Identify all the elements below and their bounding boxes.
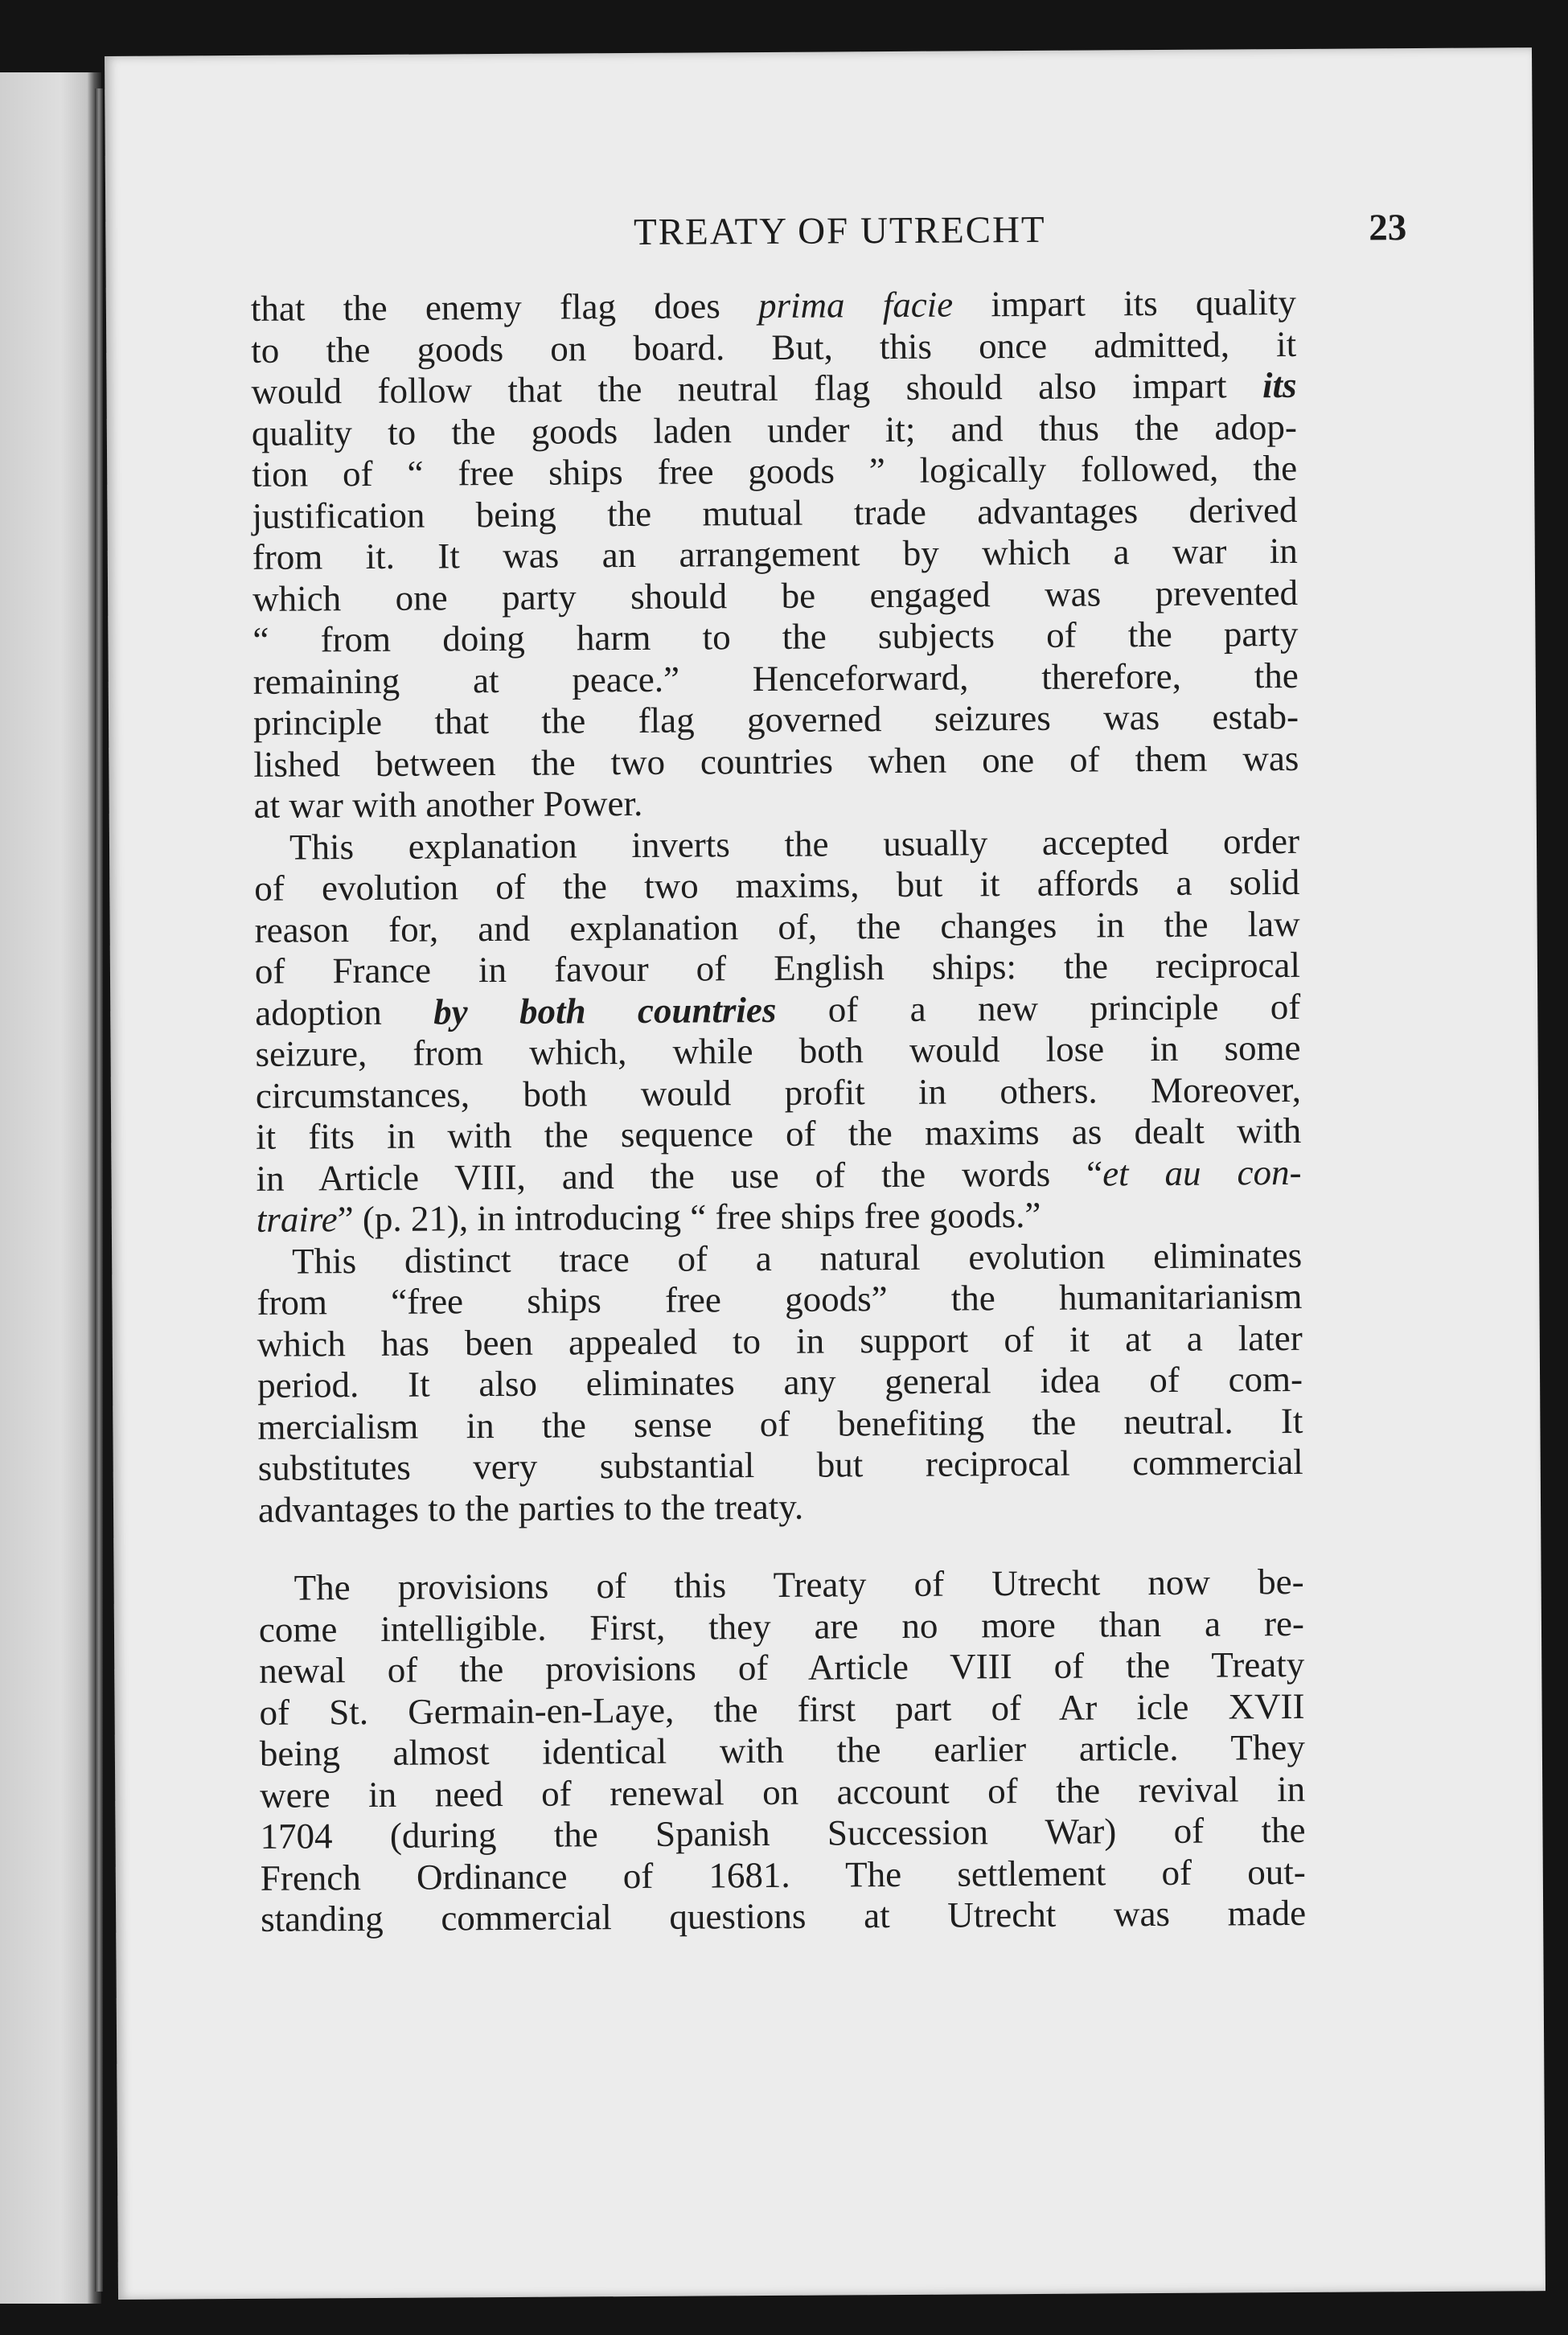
text-line <box>252 448 1297 495</box>
text-run: lished between the two countries when one of them was <box>253 737 1299 785</box>
section-break <box>258 1525 1303 1568</box>
text-run: which has been appealed to in support of it at a later <box>257 1317 1303 1364</box>
text-run: would follow that the neutral flag should also impart <box>251 365 1263 412</box>
text-run: at war with another Power. <box>253 782 643 826</box>
text-line <box>255 986 1300 1033</box>
text-run: that the enemy flag does <box>250 285 759 329</box>
text-line <box>256 1151 1301 1199</box>
text-run: which one party should be engaged was prevented <box>252 572 1299 619</box>
text-line <box>254 903 1299 950</box>
text-run: from “free ships free goods” the humanitarianism <box>257 1275 1303 1323</box>
text-line <box>253 737 1299 785</box>
book-spine <box>95 88 103 2292</box>
text-line <box>251 282 1296 330</box>
text-line <box>256 1069 1301 1116</box>
text-run: of a new principle of <box>776 986 1301 1030</box>
text-line <box>255 945 1300 992</box>
text-line <box>254 862 1299 909</box>
emphasized-text: et au con- <box>1102 1151 1302 1193</box>
text-line <box>252 489 1297 536</box>
text-run: tion of “ free ships free goods ” logically followed, the <box>252 447 1298 494</box>
paragraph <box>258 1561 1306 1940</box>
text-run: quality to the goods laden under it; and thus the adop- <box>251 406 1297 453</box>
text-run: adoption <box>255 991 434 1033</box>
page-number: 23 <box>1369 207 1407 249</box>
text-run: seizure, from which, while both would lose in some <box>255 1027 1301 1074</box>
text-line <box>252 406 1297 453</box>
running-head <box>273 206 1406 269</box>
text-line <box>259 1644 1304 1692</box>
text-run: principle that the flag governed seizures was estab- <box>252 696 1299 743</box>
text-line <box>261 1893 1306 1940</box>
text-line <box>258 1442 1303 1489</box>
text-line <box>260 1727 1305 1775</box>
text-line <box>257 1193 1302 1241</box>
text-line <box>253 696 1299 744</box>
text-run: “ from doing harm to the subjects of the party <box>252 613 1299 660</box>
text-run: ” (p. 21), in introducing “ free ships free goods.” <box>337 1194 1041 1240</box>
text-line <box>260 1810 1305 1857</box>
emphasized-text: its <box>1262 364 1297 406</box>
paragraph <box>251 282 1299 827</box>
facing-page-edge <box>0 72 101 2304</box>
text-line <box>258 1561 1303 1609</box>
text-run: in Article VIII, and the use of the words “ <box>256 1152 1103 1199</box>
text-line <box>251 365 1296 412</box>
text-run: of St. Germain-en-Laye, the first part of Ar icle XVII <box>259 1685 1305 1733</box>
text-line <box>254 779 1299 827</box>
text-line <box>257 1234 1302 1282</box>
paragraph <box>254 820 1302 1241</box>
book-page <box>105 47 1545 2300</box>
text-run: impart its quality <box>953 281 1297 325</box>
text-run: standing commercial questions at Utrecht was made <box>261 1892 1307 1939</box>
text-run: 1704 (during the Spanish Succession War) of the <box>260 1809 1306 1857</box>
text-run: justification being the mutual trade advantages derived <box>252 489 1298 536</box>
text-line <box>257 1317 1303 1364</box>
text-run: circumstances, both would profit in others. Moreover, <box>255 1069 1302 1116</box>
text-line <box>257 1276 1302 1323</box>
emphasized-text: prima facie <box>757 284 954 326</box>
text-line <box>256 1110 1301 1158</box>
text-run: it fits in with the sequence of the maxims as dealt with <box>256 1110 1302 1157</box>
text-line <box>251 323 1296 371</box>
text-run: This explanation inverts the usually accepted order <box>289 820 1300 868</box>
text-run: French Ordinance of 1681. The settlement of out- <box>260 1851 1306 1898</box>
text-run: advantages to the parties to the treaty. <box>257 1486 804 1530</box>
text-line <box>259 1685 1304 1733</box>
text-line <box>260 1768 1305 1816</box>
text-run: of France in favour of English ships: the reciprocal <box>254 944 1301 991</box>
text-run: substitutes very substantial but reciprocal commercial <box>257 1441 1303 1488</box>
text-line <box>252 531 1298 578</box>
text-run: This distinct trace of a natural evolution eliminates <box>292 1234 1303 1282</box>
text-run: of evolution of the two maxims, but it affords a solid <box>254 861 1300 909</box>
emphasized-text: by both countries <box>433 989 777 1032</box>
text-run: reason for, and explanation of, the changes in the law <box>254 903 1300 950</box>
text-run: period. It also eliminates any general idea of com- <box>257 1358 1303 1406</box>
text-line <box>261 1851 1306 1898</box>
emphasized-text: traire <box>256 1199 338 1240</box>
text-line <box>257 1400 1303 1447</box>
text-line <box>253 655 1299 702</box>
text-run: remaining at peace.” Henceforward, therefore, the <box>252 655 1299 702</box>
text-line <box>258 1483 1303 1530</box>
text-run: mercialism in the sense of benefiting the neutral. It <box>257 1400 1303 1447</box>
text-run: being almost identical with the earlier article. They <box>259 1726 1306 1774</box>
text-line <box>259 1602 1304 1650</box>
text-run: to the goods on board. But, this once admitted, it <box>251 323 1297 371</box>
running-title: TREATY OF UTRECHT <box>633 208 1046 253</box>
text-line <box>252 572 1298 619</box>
text-run: The provisions of this Treaty of Utrecht now be- <box>293 1561 1304 1608</box>
body-text <box>251 282 1307 1940</box>
text-run: come intelligible. First, they are no more than a re- <box>258 1602 1305 1650</box>
text-run: from it. It was an arrangement by which a war in <box>252 530 1298 577</box>
text-line <box>255 1028 1300 1075</box>
paragraph <box>257 1234 1303 1530</box>
text-line <box>252 614 1298 661</box>
text-line <box>254 820 1299 868</box>
text-run: newal of the provisions of Article VIII of the Treaty <box>259 1644 1305 1691</box>
text-run: were in need of renewal on account of the revival in <box>260 1768 1306 1816</box>
text-line <box>257 1359 1303 1406</box>
